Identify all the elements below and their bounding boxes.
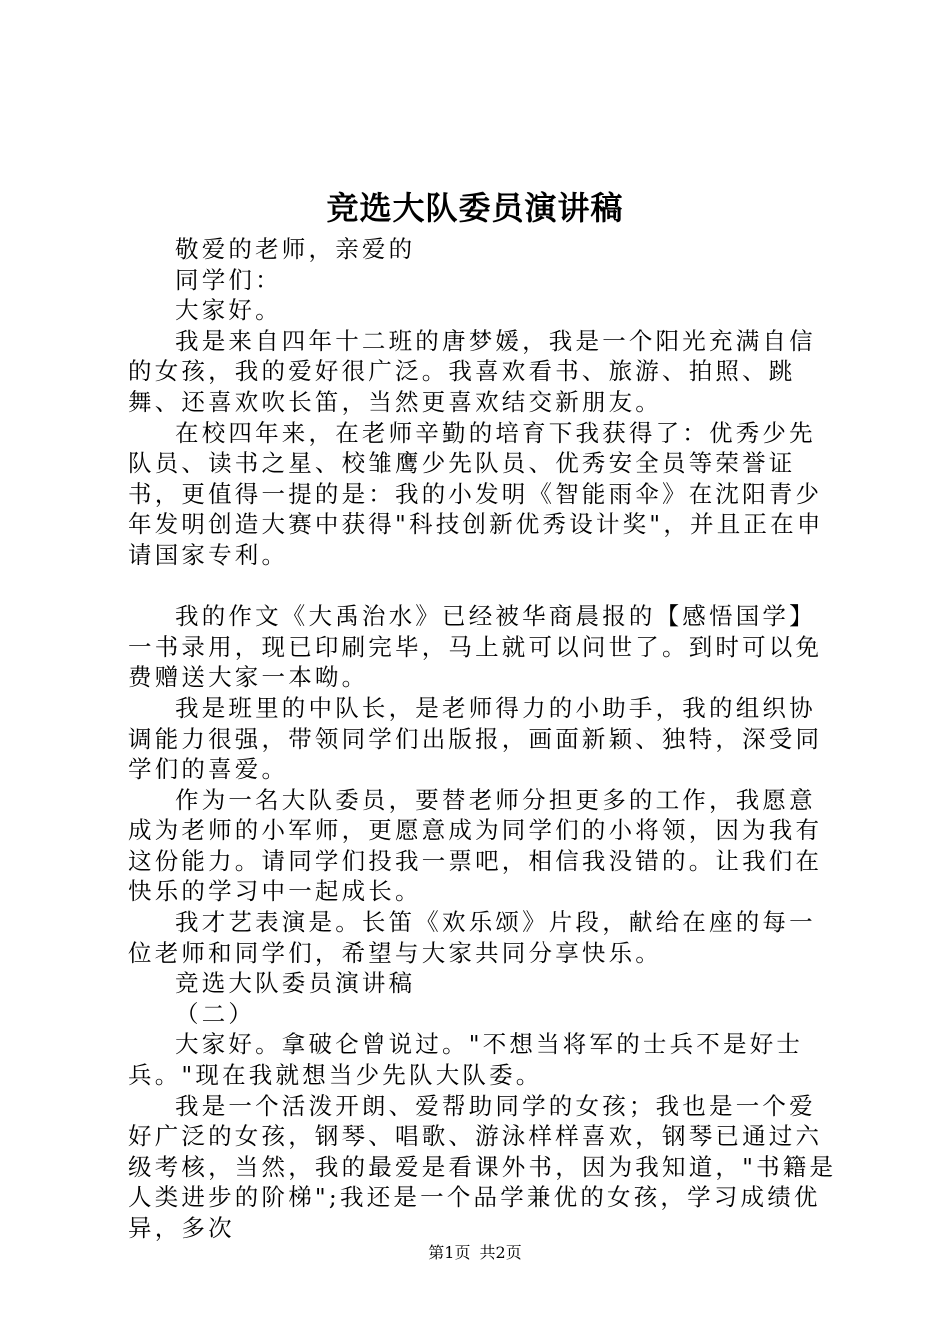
body-paragraph: 我是来自四年十二班的唐梦媛，我是一个阳光充满自信的女孩，我的爱好很广泛。我喜欢看书、旅游、拍照、跳舞、还喜欢吹长笛，当然更喜欢结交新朋友。: [128, 326, 816, 416]
body-paragraph: 我是一个活泼开朗、爱帮助同学的女孩；我也是一个爱好广泛的女孩，钢琴、唱歌、游泳样样喜欢，钢琴已通过六级考核，当然，我的最爱是看课外书，因为我知道，"书籍是人类进步的阶梯";我还是一个品学兼优的女孩，学习成绩优异，多次: [128, 1091, 837, 1242]
paragraph-spacer: [128, 571, 840, 602]
page-number: 第1页: [428, 1243, 471, 1262]
body-paragraph: 大家好。: [175, 296, 282, 325]
document-body: [128, 234, 840, 1244]
page-total: 共2页: [479, 1243, 522, 1262]
body-paragraph: 我是班里的中队长，是老师得力的小助手，我的组织协调能力很强，带领同学们出版报，画面新颖、独特，深受同学们的喜爱。: [128, 693, 823, 784]
body-paragraph: （二）: [175, 999, 256, 1028]
body-paragraph: 我的作文《大禹治水》已经被华商晨报的【感悟国学】一书录用，现已印刷完毕，马上就可以问世了。到时可以免费赠送大家一本呦。: [128, 602, 823, 692]
document-title: 竞选大队委员演讲稿: [326, 189, 624, 227]
body-paragraph: 我才艺表演是。长笛《欢乐颂》片段，献给在座的每一位老师和同学们，希望与大家共同分享快乐。: [128, 908, 816, 967]
body-paragraph: 敬爱的老师，亲爱的: [175, 235, 416, 263]
body-paragraph: 同学们：: [175, 265, 282, 294]
body-paragraph: 在校四年来，在老师辛勤的培育下我获得了：优秀少先队员、读书之星、校雏鹰少先队员、优秀安全员等荣誉证书，更值得一提的是：我的小发明《智能雨伞》在沈阳青少年发明创造大赛中获得"科技创新优秀设计奖"，并且正在申请国家专利。: [128, 418, 824, 569]
body-paragraph: 竞选大队委员演讲稿: [175, 969, 416, 998]
body-paragraph: 作为一名大队委员，要替老师分担更多的工作，我愿意成为老师的小军师，更愿意成为同学们的小将领，因为我有这份能力。请同学们投我一票吧，相信我没错的。让我们在快乐的学习中一起成长。: [128, 785, 823, 906]
body-paragraph: 大家好。拿破仑曾说过。"不想当将军的士兵不是好士兵。"现在我就想当少先队大队委。: [128, 1030, 804, 1090]
page-footer: [0, 1242, 950, 1264]
